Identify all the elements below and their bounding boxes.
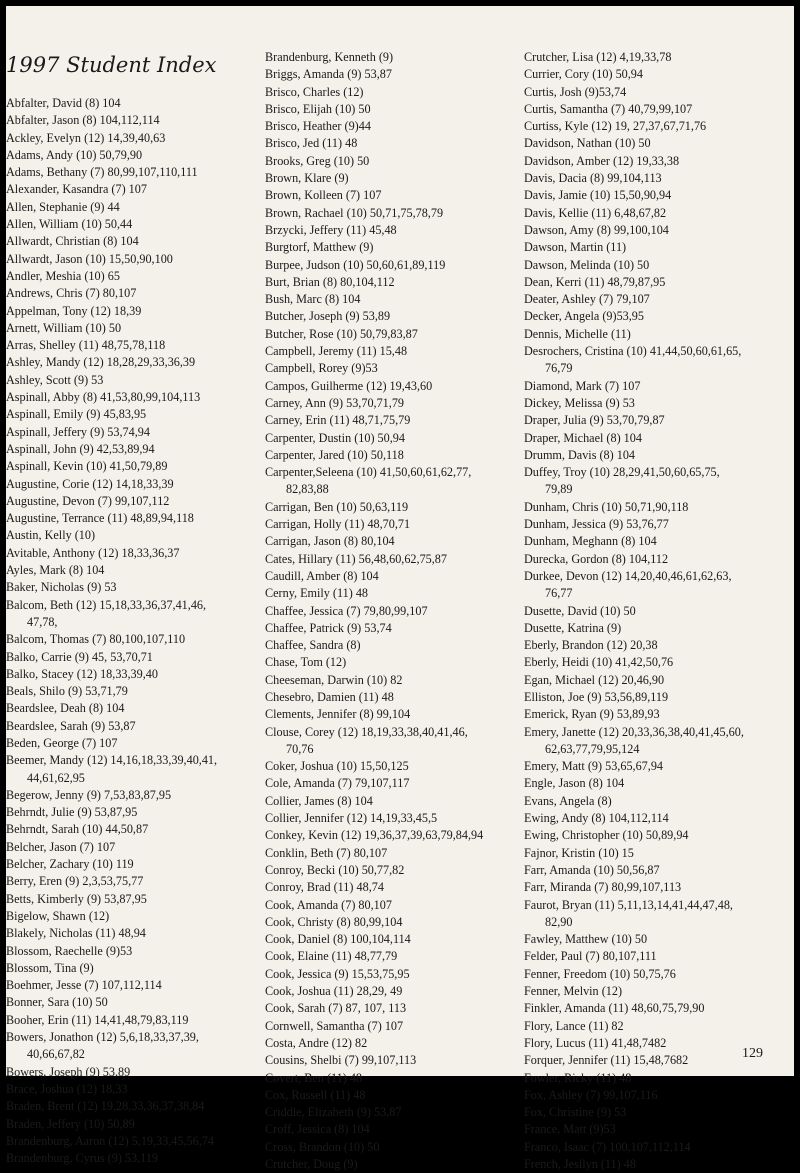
index-entry: 82,83,88 <box>286 482 329 497</box>
index-entry: Behrndt, Sarah (10) 44,50,87 <box>6 822 149 837</box>
index-entry: Decker, Angela (9)53,95 <box>524 309 644 324</box>
index-entry: Draper, Michael (8) 104 <box>524 430 642 445</box>
index-entry: 40,66,67,82 <box>27 1047 85 1062</box>
index-entry: Abfalter, David (8) 104 <box>6 96 121 110</box>
index-entry: Franco, Isaac (7) 100,107,112,114 <box>524 1139 691 1154</box>
index-entry: Davidson, Amber (12) 19,33,38 <box>524 153 680 168</box>
index-entry: Chesebro, Damien (11) 48 <box>265 689 394 704</box>
index-entry: Campbell, Jeremy (11) 15,48 <box>265 344 408 359</box>
index-entry: Deater, Ashley (7) 79,107 <box>524 292 650 307</box>
index-column-3 <box>524 49 790 1173</box>
index-entry: Crutcher, Lisa (12) 4,19,33,78 <box>524 50 672 64</box>
index-entry: Beals, Shilo (9) 53,71,79 <box>6 684 128 699</box>
index-entry: Brisco, Jed (11) 48 <box>265 136 358 151</box>
index-entry: Augustine, Terrance (11) 48,89,94,118 <box>6 511 194 526</box>
index-entry: Brisco, Elijah (10) 50 <box>265 101 371 116</box>
index-entry: Dusette, Katrina (9) <box>524 620 622 635</box>
index-entry: Covert, Ben (11) 48 <box>265 1070 363 1085</box>
index-entry: Curtis, Samantha (7) 40,79,99,107 <box>524 101 693 116</box>
index-entry: Allwardt, Jason (10) 15,50,90,100 <box>6 251 173 266</box>
index-entry: Crutcher, Doug (9) <box>265 1157 358 1171</box>
index-entry: Dickey, Melissa (9) 53 <box>524 395 635 410</box>
index-entry: Elliston, Joe (9) 53,56,89,119 <box>524 689 669 704</box>
index-entry: Dunham, Jessica (9) 53,76,77 <box>524 517 669 532</box>
index-entry: Ayles, Mark (8) 104 <box>6 563 105 578</box>
index-entry: Balko, Carrie (9) 45, 53,70,71 <box>6 649 153 664</box>
index-entry: Chaffee, Sandra (8) <box>265 638 361 653</box>
index-entry: Durkee, Devon (12) 14,20,40,46,61,62,63, <box>524 568 732 583</box>
index-entry: Conklin, Beth (7) 80,107 <box>265 845 388 860</box>
index-entry: Dunham, Chris (10) 50,71,90,118 <box>524 499 689 514</box>
index-entry: Finkler, Amanda (11) 48,60,75,79,90 <box>524 1001 705 1016</box>
index-entry: Butcher, Joseph (9) 53,89 <box>265 309 391 324</box>
index-entry: Carpenter, Jared (10) 50,118 <box>265 447 404 462</box>
index-entry: Conroy, Brad (11) 48,74 <box>265 880 384 895</box>
index-entry: Davis, Kellie (11) 6,48,67,82 <box>524 205 667 220</box>
index-entry: Brisco, Charles (12) <box>265 84 364 99</box>
index-entry: Ackley, Evelyn (12) 14,39,40,63 <box>6 130 166 145</box>
index-entry: Chaffee, Patrick (9) 53,74 <box>265 620 392 635</box>
index-entry: Collier, James (8) 104 <box>265 793 373 808</box>
index-entry: Davidson, Nathan (10) 50 <box>524 136 651 151</box>
index-entry: Davis, Dacia (8) 99,104,113 <box>524 171 662 186</box>
index-entry: Carpenter, Dustin (10) 50,94 <box>265 430 405 445</box>
index-entry: Carrigan, Holly (11) 48,70,71 <box>265 517 411 532</box>
index-entry: Booher, Erin (11) 14,41,48,79,83,119 <box>6 1012 189 1027</box>
index-entry: Campos, Guilherme (12) 19,43,60 <box>265 378 433 393</box>
index-entry: Criddle, Elizabeth (9) 53,87 <box>265 1105 402 1120</box>
index-entry: Beardslee, Deah (8) 104 <box>6 701 125 716</box>
index-column-2 <box>265 49 523 1173</box>
index-entry: Diamond, Mark (7) 107 <box>524 378 641 393</box>
index-entry: Boehmer, Jesse (7) 107,112,114 <box>6 978 162 993</box>
index-entry: Emerick, Ryan (9) 53,89,93 <box>524 707 660 722</box>
index-entry: Andrews, Chris (7) 80,107 <box>6 286 137 301</box>
index-entry: 79,89 <box>545 482 573 497</box>
index-entry: Chase, Tom (12) <box>265 655 347 670</box>
index-entry: Dunham, Meghann (8) 104 <box>524 534 657 549</box>
page-number: 129 <box>742 1046 763 1061</box>
index-entry: Brzycki, Jeffery (11) 45,48 <box>265 222 397 237</box>
index-entry: Dean, Kerri (11) 48,79,87,95 <box>524 274 666 289</box>
index-entry: Cox, Russell (11) 48 <box>265 1087 366 1102</box>
index-entry: Carney, Erin (11) 48,71,75,79 <box>265 413 411 428</box>
index-entry: Alexander, Kasandra (7) 107 <box>6 182 147 197</box>
index-entry: Brown, Rachael (10) 50,71,75,78,79 <box>265 205 444 220</box>
index-entry: Felder, Paul (7) 80,107,111 <box>524 949 657 964</box>
index-entry: Costa, Andre (12) 82 <box>265 1035 368 1050</box>
index-entry: Appelman, Tony (12) 18,39 <box>6 303 142 318</box>
index-entry: Cerny, Emily (11) 48 <box>265 586 369 601</box>
index-entry: Cornwell, Samantha (7) 107 <box>265 1018 404 1033</box>
index-entry: Ewing, Andy (8) 104,112,114 <box>524 811 669 826</box>
index-entry: Duffey, Troy (10) 28,29,41,50,60,65,75, <box>524 465 720 480</box>
index-entry: Currier, Cory (10) 50,94 <box>524 67 643 82</box>
index-entry: Baker, Nicholas (9) 53 <box>6 580 117 595</box>
index-entry: Draper, Julia (9) 53,70,79,87 <box>524 413 665 428</box>
index-entry: Flory, Lucus (11) 41,48,7482 <box>524 1035 667 1050</box>
index-entry: Adams, Andy (10) 50,79,90 <box>6 147 143 162</box>
index-entry: Farr, Amanda (10) 50,56,87 <box>524 862 660 877</box>
index-entry: Fenner, Melvin (12) <box>524 984 623 999</box>
index-entry: Cook, Christy (8) 80,99,104 <box>265 914 403 929</box>
index-entry: Allwardt, Christian (8) 104 <box>6 234 139 249</box>
index-entry: Brandenburg, Aaron (12) 5,19,33,45,56,74 <box>6 1133 214 1148</box>
index-entry: Blossom, Raechelle (9)53 <box>6 943 133 958</box>
index-entry: Eberly, Brandon (12) 20,38 <box>524 638 658 653</box>
index-column-1 <box>6 95 246 1167</box>
index-entry: Beden, George (7) 107 <box>6 735 118 750</box>
index-entry: Austin, Kelly (10) <box>6 528 96 543</box>
index-entry: Balcom, Thomas (7) 80,100,107,110 <box>6 632 186 647</box>
index-entry: Cook, Joshua (11) 28,29, 49 <box>265 984 403 999</box>
index-entry: Augustine, Corie (12) 14,18,33,39 <box>6 476 174 491</box>
index-entry: Beardslee, Sarah (9) 53,87 <box>6 718 136 733</box>
index-entry: Balcom, Beth (12) 15,18,33,36,37,41,46, <box>6 597 207 612</box>
index-entry: Behrndt, Julie (9) 53,87,95 <box>6 805 138 820</box>
index-entry: Dawson, Martin (11) <box>524 240 627 255</box>
index-entry: Butcher, Rose (10) 50,79,83,87 <box>265 326 418 341</box>
index-entry: Allen, William (10) 50,44 <box>6 217 133 232</box>
index-entry: Evans, Angela (8) <box>524 793 612 808</box>
index-entry: Fawley, Matthew (10) 50 <box>524 932 648 947</box>
index-entry: Belcher, Zachary (10) 119 <box>6 857 134 872</box>
index-entry: 76,79 <box>545 361 573 376</box>
index-entry: Curtis, Josh (9)53,74 <box>524 84 627 99</box>
index-entry: Cole, Amanda (7) 79,107,117 <box>265 776 410 791</box>
index-entry: Carpenter,Seleena (10) 41,50,60,61,62,77, <box>265 465 472 480</box>
index-entry: Conroy, Becki (10) 50,77,82 <box>265 862 405 877</box>
index-entry: Beemer, Mandy (12) 14,16,18,33,39,40,41, <box>6 753 218 768</box>
index-entry: Begerow, Jenny (9) 7,53,83,87,95 <box>6 787 172 802</box>
index-entry: Blossom, Tina (9) <box>6 960 94 975</box>
index-entry: Betts, Kimberly (9) 53,87,95 <box>6 891 147 906</box>
index-entry: Briggs, Amanda (9) 53,87 <box>265 67 392 82</box>
index-entry: Desrochers, Cristina (10) 41,44,50,60,61,65, <box>524 344 742 359</box>
yearbook-page <box>6 6 794 1171</box>
index-entry: Aspinall, Jeffery (9) 53,74,94 <box>6 424 150 439</box>
index-entry: Andler, Meshia (10) 65 <box>6 268 120 283</box>
index-entry: Ashley, Scott (9) 53 <box>6 372 104 387</box>
index-entry: Blakely, Nicholas (11) 48,94 <box>6 926 146 941</box>
index-entry: Bowers, Joseph (9) 53,89 <box>6 1064 131 1079</box>
index-entry: Brown, Kolleen (7) 107 <box>265 188 382 203</box>
index-entry: Flory, Lance (11) 82 <box>524 1018 624 1033</box>
index-entry: Dawson, Amy (8) 99,100,104 <box>524 222 669 237</box>
index-entry: Caudill, Amber (8) 104 <box>265 568 379 583</box>
index-entry: Campbell, Rorey (9)53 <box>265 361 378 376</box>
index-entry: Belcher, Jason (7) 107 <box>6 839 116 854</box>
index-entry: Braden, Brent (12) 19,28,33,36,37,38,84 <box>6 1099 205 1114</box>
index-entry: Balko, Stacey (12) 18,33,39,40 <box>6 666 158 681</box>
index-entry: Durecka, Gordon (8) 104,112 <box>524 551 669 566</box>
index-entry: Fajnor, Kristin (10) 15 <box>524 845 634 860</box>
index-entry: Coker, Joshua (10) 15,50,125 <box>265 759 409 774</box>
index-entry: Brisco, Heather (9)44 <box>265 119 371 134</box>
index-entry: Arras, Shelley (11) 48,75,78,118 <box>6 338 166 353</box>
index-entry: Davis, Jamie (10) 15,50,90,94 <box>524 188 672 203</box>
index-entry: Arnett, William (10) 50 <box>6 320 122 335</box>
index-entry: Burpee, Judson (10) 50,60,61,89,119 <box>265 257 446 272</box>
index-entry: Drumm, Davis (8) 104 <box>524 447 636 462</box>
index-entry: Aspinall, Emily (9) 45,83,95 <box>6 407 147 422</box>
index-entry: Dawson, Melinda (10) 50 <box>524 257 650 272</box>
index-entry: 47,78, <box>27 614 58 629</box>
index-entry: Clements, Jennifer (8) 99,104 <box>265 707 411 722</box>
index-entry: Fowler, Ricky (11) 48 <box>524 1070 632 1085</box>
index-entry: Brooks, Greg (10) 50 <box>265 153 370 168</box>
index-entry: Cook, Daniel (8) 100,104,114 <box>265 932 411 947</box>
index-entry: Cook, Jessica (9) 15,53,75,95 <box>265 966 410 981</box>
index-entry: Burgtorf, Matthew (9) <box>265 240 374 255</box>
index-entry: Farr, Miranda (7) 80,99,107,113 <box>524 880 682 895</box>
index-entry: Dusette, David (10) 50 <box>524 603 636 618</box>
index-entry: Cross, Brandon (10) 50 <box>265 1139 380 1154</box>
index-entry: 82,90 <box>545 914 573 929</box>
index-entry: Emery, Matt (9) 53,65,67,94 <box>524 759 664 774</box>
index-entry: France, Matt (9)53 <box>524 1122 616 1137</box>
index-entry: Augustine, Devon (7) 99,107,112 <box>6 493 170 508</box>
index-entry: Fox, Christine (9) 53 <box>524 1105 627 1120</box>
index-entry: Bush, Marc (8) 104 <box>265 292 361 307</box>
index-entry: Braden, Jeffery (10) 50,89 <box>6 1116 135 1131</box>
index-entry: Emery, Janette (12) 20,33,36,38,40,41,45,60, <box>524 724 744 739</box>
index-entry: Chaffee, Jessica (7) 79,80,99,107 <box>265 603 428 618</box>
index-entry: Brown, Klare (9) <box>265 171 349 186</box>
index-entry: Allen, Stephanie (9) 44 <box>6 199 120 214</box>
index-entry: Burt, Brian (8) 80,104,112 <box>265 274 395 289</box>
index-entry: Cates, Hillary (11) 56,48,60,62,75,87 <box>265 551 447 566</box>
index-entry: Carrigan, Jason (8) 80,104 <box>265 534 395 549</box>
index-entry: 70,76 <box>286 741 314 756</box>
index-entry: Cheeseman, Darwin (10) 82 <box>265 672 403 687</box>
index-entry: Avitable, Anthony (12) 18,33,36,37 <box>6 545 180 560</box>
index-entry: Brandenburg, Kenneth (9) <box>265 50 394 64</box>
index-entry: Curtiss, Kyle (12) 19, 27,37,67,71,76 <box>524 119 707 134</box>
index-entry: Forquer, Jennifer (11) 15,48,7682 <box>524 1053 689 1068</box>
index-entry: Clouse, Corey (12) 18,19,33,38,40,41,46, <box>265 724 468 739</box>
index-entry: Ewing, Christopher (10) 50,89,94 <box>524 828 689 843</box>
index-entry: Brace, Joshua (12) 18,33 <box>6 1081 128 1096</box>
index-entry: Cousins, Shelbi (7) 99,107,113 <box>265 1053 417 1068</box>
index-entry: Egan, Michael (12) 20,46,90 <box>524 672 665 687</box>
index-entry: Adams, Bethany (7) 80,99,107,110,111 <box>6 165 198 180</box>
index-entry: French, Jesilyn (11) 48 <box>524 1157 636 1171</box>
index-entry: Aspinall, Kevin (10) 41,50,79,89 <box>6 459 168 474</box>
index-entry: Eberly, Heidi (10) 41,42,50,76 <box>524 655 674 670</box>
index-entry: Faurot, Bryan (11) 5,11,13,14,41,44,47,48, <box>524 897 733 912</box>
index-entry: Carney, Ann (9) 53,70,71,79 <box>265 395 405 410</box>
index-entry: Brandenburg, Cyrus (9) 53,119 <box>6 1151 158 1166</box>
index-entry: Collier, Jennifer (12) 14,19,33,45,5 <box>265 811 438 826</box>
index-title: 1997 Student Index <box>6 53 217 77</box>
index-entry: 44,61,62,95 <box>27 770 85 785</box>
index-entry: Croff, Jessica (8) 104 <box>265 1122 370 1137</box>
index-entry: Ashley, Mandy (12) 18,28,29,33,36,39 <box>6 355 196 370</box>
index-entry: Cook, Sarah (7) 87, 107, 113 <box>265 1001 407 1016</box>
index-entry: Bonner, Sara (10) 50 <box>6 995 108 1010</box>
index-entry: Fox, Ashley (7) 99,107,116 <box>524 1087 658 1102</box>
index-entry: Cook, Amanda (7) 80,107 <box>265 897 392 912</box>
index-entry: Bowers, Jonathon (12) 5,6,18,33,37,39, <box>6 1030 199 1045</box>
index-entry: Fenner, Freedom (10) 50,75,76 <box>524 966 676 981</box>
index-entry: 62,63,77,79,95,124 <box>545 741 640 756</box>
index-entry: Bigelow, Shawn (12) <box>6 908 110 923</box>
index-entry: 76,77 <box>545 586 573 601</box>
index-entry: Cook, Elaine (11) 48,77,79 <box>265 949 398 964</box>
index-entry: Conkey, Kevin (12) 19,36,37,39,63,79,84,94 <box>265 828 484 843</box>
index-entry: Abfalter, Jason (8) 104,112,114 <box>6 113 160 128</box>
index-entry: Engle, Jason (8) 104 <box>524 776 625 791</box>
index-entry: Berry, Eren (9) 2,3,53,75,77 <box>6 874 144 889</box>
index-entry: Aspinall, Abby (8) 41,53,80,99,104,113 <box>6 390 201 405</box>
index-entry: Dennis, Michelle (11) <box>524 326 631 341</box>
index-entry: Carrigan, Ben (10) 50,63,119 <box>265 499 409 514</box>
index-entry: Aspinall, John (9) 42,53,89,94 <box>6 441 155 456</box>
